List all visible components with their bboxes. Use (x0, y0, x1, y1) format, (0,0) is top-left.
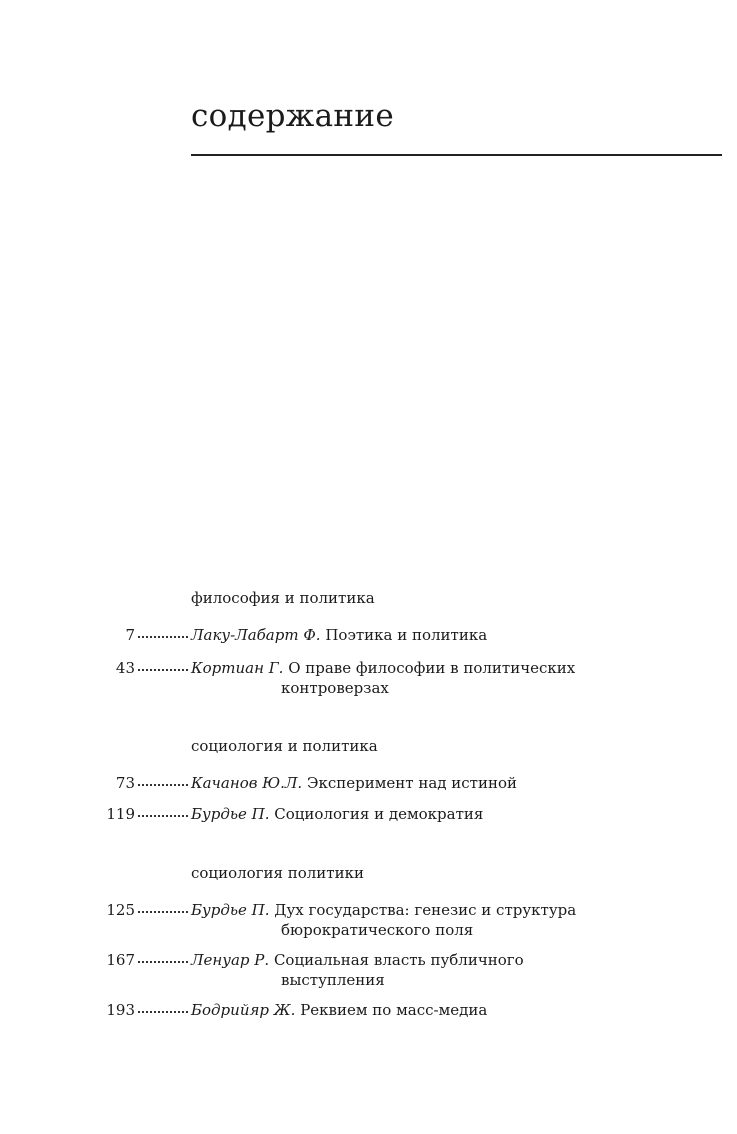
title-rule (191, 154, 722, 156)
work-title-continued: бюрократического поля (281, 921, 474, 939)
entry-text (191, 625, 611, 645)
author-name: Бурдье П. (191, 901, 270, 919)
entry-text (191, 773, 611, 793)
author-name: Качанов Ю.Л. (191, 774, 303, 792)
section-heading: философия и политика (191, 589, 375, 607)
page-number: 43 (115, 659, 135, 677)
work-title: Поэтика и политика (325, 626, 488, 644)
work-title: Социология и демократия (274, 805, 484, 823)
page-number: 193 (106, 1001, 135, 1019)
work-title-continued: контроверзах (281, 679, 389, 697)
entry-text (191, 950, 611, 990)
dot-leader (138, 815, 188, 817)
work-title: Дух государства: генезис и структура (274, 901, 577, 919)
dot-leader (138, 911, 188, 913)
author-name: Ленуар Р. (191, 951, 270, 969)
entry-text (191, 658, 611, 698)
work-title: Реквием по масс-медиа (300, 1001, 488, 1019)
dot-leader (138, 1011, 188, 1013)
work-title: Эксперимент над истиной (306, 774, 517, 792)
dot-leader (138, 784, 188, 786)
page-title: содержание (191, 98, 394, 134)
page-number: 7 (125, 626, 135, 644)
page-number: 119 (106, 805, 135, 823)
entry-text (191, 1000, 611, 1020)
dot-leader (138, 961, 188, 963)
author-name: Бурдье П. (191, 805, 270, 823)
section-heading: социология и политика (191, 737, 378, 755)
dot-leader (138, 636, 188, 638)
entry-text (191, 900, 611, 940)
page-number: 73 (115, 774, 135, 792)
work-title: Социальная власть публичного (273, 951, 524, 969)
author-name: Лаку-Лабарт Ф. (191, 626, 321, 644)
author-name: Кортиан Г. (191, 659, 284, 677)
page-number: 125 (106, 901, 135, 919)
dot-leader (138, 669, 188, 671)
author-name: Бодрийяр Ж. (191, 1001, 296, 1019)
section-heading: социология политики (191, 864, 364, 882)
page-number: 167 (106, 951, 135, 969)
entry-text (191, 804, 611, 824)
work-title: О праве философии в политических (288, 659, 576, 677)
work-title-continued: выступления (281, 971, 385, 989)
